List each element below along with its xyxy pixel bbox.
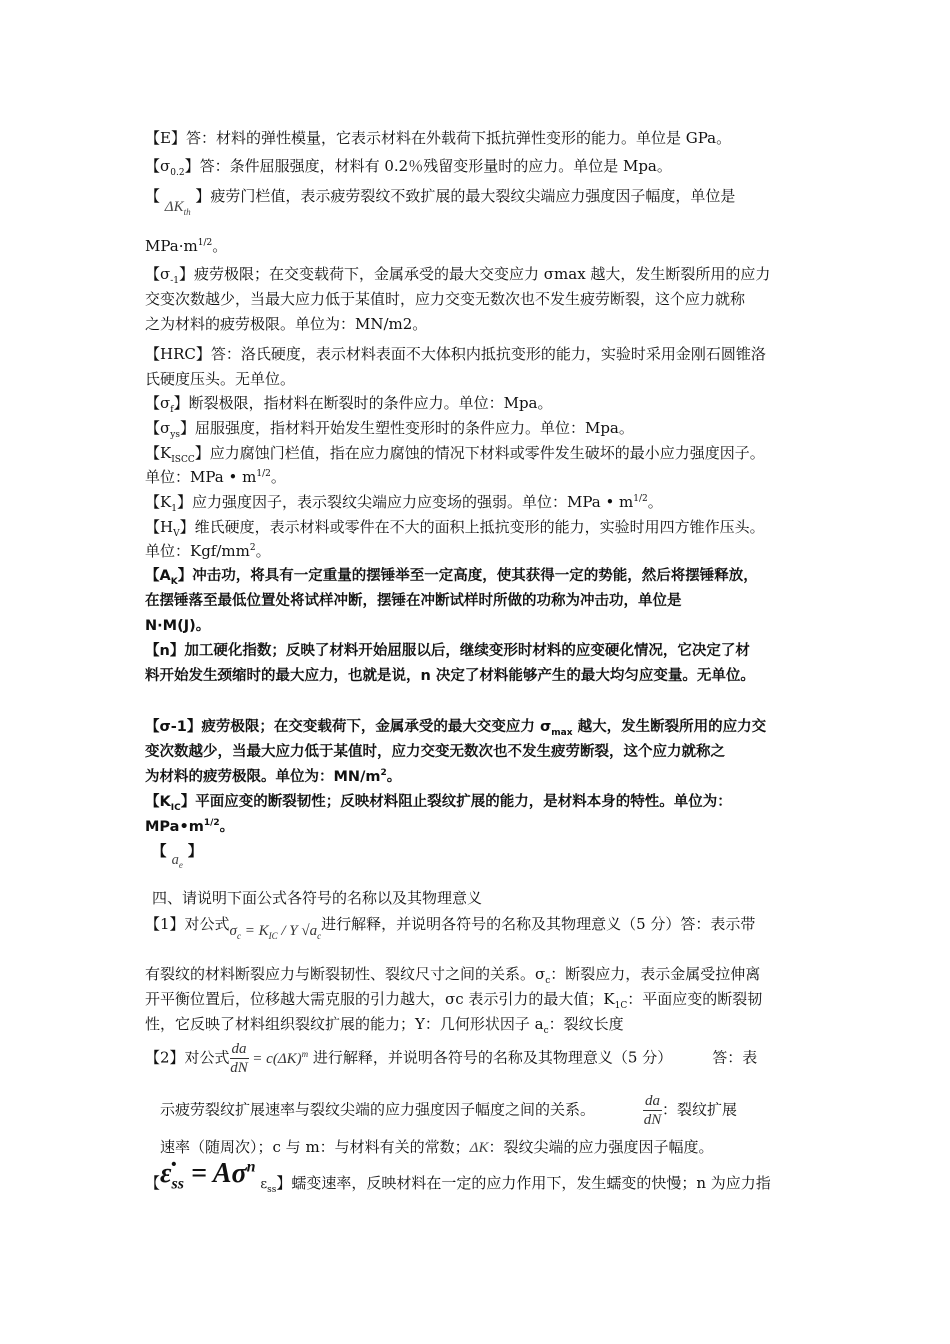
line-sigma-ys: 【$\sigma_{ys}$】屈服强度，指材料开始发生塑性变形时的条件应力。单位：Mpa。 xyxy=(145,419,634,440)
line-formula2-b: 示疲劳裂纹扩展速率与裂纹尖端的应力强度因子幅度之间的关系。 $\frac{da}{dN}$ ：裂纹扩展 xyxy=(160,1093,738,1128)
line-kic-b: $MPa•m^{1/2}$。 xyxy=(145,818,235,835)
delta-k-symbol: $\Delta K_{th}$ xyxy=(164,199,191,217)
line-formula1-c: 开平衡位置后，位移越大需克服的引力越大，σc 表示引力的最大值；$K_{1C}$：平面应变的断裂韧 xyxy=(145,990,763,1011)
line-kiscc-a: 【$K_{ISCC}$】应力腐蚀门栏值，指在应力腐蚀的情况下材料或零件发生破坏的最小应力强度因子。 xyxy=(145,444,765,465)
line-sigma-1-bold-b: 变次数越少，当最大应力低于某值时，应力交变无数次也不发生疲劳断裂，这个应力就称之 xyxy=(145,744,725,760)
ae-symbol: $a_e$ xyxy=(171,852,183,870)
line-sigma-1-bold-c: 为材料的疲劳极限。单位为：$MN/m^2$。 xyxy=(145,768,402,785)
line-delta-k-th: 【 $\Delta K_{th}$ 】疲劳门栏值，表示疲劳裂纹不致扩展的最大裂纹尖端应力强度因子幅度，单位是 xyxy=(145,187,736,217)
line-ak-c: N·M(J)。 xyxy=(145,618,211,634)
creep-rate-formula: $\varepsiloṅ_{ss} = A\sigma^n$ xyxy=(160,1158,256,1193)
line-formula2-a: 【2】对公式 $\frac{da}{dN}$ = $c(\Delta K)^m$ 进行解释，并说明各符号的名称及其物理意义（5 分） 答：表 xyxy=(145,1041,758,1076)
line-kiscc-b: 单位：MPa • $m^{1/2}$。 xyxy=(145,468,286,486)
line-formula2-c: 速率（随周次）；c 与 m：与材料有关的常数；ΔK：裂纹尖端的应力强度因子幅度。 xyxy=(160,1138,714,1156)
formula-2-fraction: $\frac{da}{dN}$ xyxy=(230,1041,248,1076)
line-ak-b: 在摆锤落至最低位置处将试样冲断，摆锤在冲断试样时所做的功称为冲击功，单位是 xyxy=(145,593,682,609)
line-sigma02: 【$\sigma_{0.2}$】答：条件屈服强度，材料有 0.2％残留变形量时的应力。单位是 Mpa。 xyxy=(145,157,672,178)
line-sigma-1-c: 之为材料的疲劳极限。单位为：MN/m2。 xyxy=(145,315,428,333)
da-dn-fraction: $\frac{da}{dN}$ xyxy=(643,1093,662,1128)
formula-2: = $c(\Delta K)^m$ xyxy=(248,1048,309,1067)
line-hrc-a: 【HRC】答：洛氏硬度，表示材料表面不大体积内抵抗变形的能力，实验时采用金刚石圆锥洛 xyxy=(145,345,766,363)
line-formula1-b: 有裂纹的材料断裂应力与断裂韧性、裂纹尺寸之间的关系。$\sigma_c$：断裂应力，表示金属受拉伸离 xyxy=(145,965,761,986)
line-kic-a: 【$K_{IC}$】平面应变的断裂韧性；反映材料阻止裂纹扩展的能力，是材料本身的特性。单位为： xyxy=(145,794,732,813)
line-sigma-1-b: 交变次数越少，当最大应力低于某值时，应力交变无数次也不发生疲劳断裂，这个应力就称 xyxy=(145,290,746,308)
line-ae: 【 $a_e$ 】 xyxy=(152,844,203,870)
line-formula1-a: 【1】对公式$\sigma_c = K_{IC} / Y$ $√a_c$进行解释，并说明各符号的名称及其物理意义（5 分）答：表示带 xyxy=(145,915,756,941)
line-E: 【E】答：材料的弹性模量，它表示材料在外载荷下抵抗弹性变形的能力。单位是 GPa。 xyxy=(145,129,732,147)
line-formula1-d: 性，它反映了材料组织裂纹扩展的能力；Y：几何形状因子 $a_c$：裂纹长度 xyxy=(145,1015,624,1036)
section-heading-4: 四、请说明下面公式各符号的名称以及其物理意义 xyxy=(152,889,483,907)
delta-k-symbol-2: ΔK xyxy=(469,1140,489,1156)
line-ak-a: 【$A_K$】冲击功，将具有一定重量的摆锤举至一定高度，使其获得一定的势能，然后将摆锤释放， xyxy=(145,568,758,587)
line-sigma-1-bold-a: 【σ-1】疲劳极限；在交变载荷下，金属承受的最大交变应力 $\sigma_{max}$ 越大，发生断裂所用的应力交 xyxy=(145,719,767,738)
line-creep: 【$\varepsiloṅ_{ss} = A\sigma^n$ $\varepsilon_{ss}$】蠕变速率，反映材料在一定的应力作用下，发生蠕变的快慢；n 为应力指 xyxy=(145,1158,771,1195)
line-hv-b: 单位：Kgf/$mm^2$。 xyxy=(145,542,271,560)
formula-1: $\sigma_c = K_{IC} / Y$ $√a_c$ xyxy=(229,923,322,941)
line-sigma-f: 【$\sigma_f$】断裂极限，指材料在断裂时的条件应力。单位：Mpa。 xyxy=(145,394,553,415)
line-sigma-1-a: 【$\sigma_{-1}$】疲劳极限；在交变载荷下，金属承受的最大交变应力 σmax 越大，发生断裂所用的应力 xyxy=(145,265,771,286)
line-n-b: 料开始发生颈缩时的最大应力，也就是说，n 决定了材料能够产生的最大均匀应变量。无单位。 xyxy=(145,668,755,684)
line-n-a: 【n】加工硬化指数；反映了材料开始屈服以后，继续变形时材料的应变硬化情况，它决定了材 xyxy=(145,643,750,659)
line-mpa-m: $MPa\cdot m^{1/2}$。 xyxy=(145,237,228,255)
line-hrc-b: 氏硬度压头。无单位。 xyxy=(145,370,296,388)
line-hv-a: 【$H_V$】维氏硬度，表示材料或零件在不大的面积上抵抗变形的能力，实验时用四方锥作压头。 xyxy=(145,518,765,539)
line-k1: 【$K_1$】应力强度因子，表示裂纹尖端应力应变场的强弱。单位：MPa • $m^{1/2}$。 xyxy=(145,493,663,514)
